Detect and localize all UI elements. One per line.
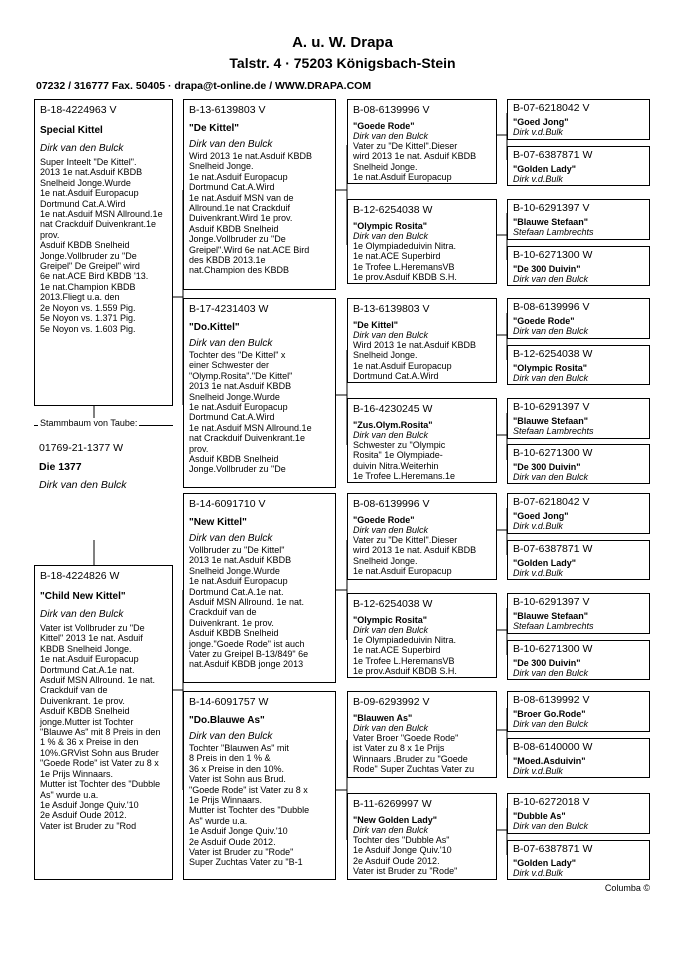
subject-ring-number: 01769-21-1377 W <box>39 442 124 454</box>
pigeon-description: 1e Olympiadeduivin Nitra. 1e nat.ACE Superbird 1e Trofee L.HeremansVB 1e prov.Asduif KBDB S.H. <box>353 635 457 677</box>
pigeon-name: "Goed Jong" <box>513 117 569 127</box>
breeder-title: A. u. W. Drapa <box>292 34 393 51</box>
pigeon-breeder: Dirk van den Bulck <box>353 525 429 535</box>
gen4-card <box>507 640 650 680</box>
pigeon-description: Vater Broer "Goede Rode" ist Vater zu 8 x 1e Prijs Winnaars .Bruder zu "Goede Rode" Super Zuchtas Vater zu <box>353 733 475 775</box>
pigeon-description: Schwester zu "Olympic Rosita" 1e Olympiade- duivin Nitra.Weiterhin 1e Trofee L.Heremans.1e <box>353 440 456 482</box>
pigeon-description: Vater zu "De Kittel".Dieser wird 2013 1e nat. Asduif KBDB Snelheid Jonge. 1e nat.Asduif Europacup <box>353 141 477 183</box>
pigeon-breeder: Dirk van den Bulck <box>513 821 589 831</box>
pigeon-breeder: Dirk van den Bulck <box>353 330 429 340</box>
great-grandparent-card <box>347 298 497 383</box>
sire-description: Super Inteelt "De Kittel". 2013 1e nat.Asduif KBDB Snelheid Jonge.Wurde 1e nat.Asduif Europacup Dortmund Cat.A.Wird 1e nat.Asduif MSN Allround.1e nat Crackduif Duivenkrant.1e prov. Asduif KBDB Snelheid Jonge.Vollbruder zu "De Greipel" De Greipel" wird 6e nat.ACE Bird KBDB '13. 1e nat.Champion KBDB 2013.Fliegt u.a. den 2e Noyon vs. 1.559 Pig. 5e Noyon vs. 1.371 Pig. 5e Noyon vs. 1.603 Pig. <box>40 157 163 334</box>
pigeon-ring-number: B-12-6254038 W <box>353 204 433 216</box>
great-grandparent-card <box>347 593 497 678</box>
pigeon-ring-number: B-10-6272018 V <box>513 796 590 808</box>
pigeon-name: "Blauwe Stefaan" <box>513 217 589 227</box>
pigeon-name: "Blauwen As" <box>353 713 413 723</box>
pigeon-description: Tochter "Blauwen As" mit 8 Preis in den 1 % & 36 x Preise in den 10%. Vater ist Sohn aus Brud. "Goede Rode" ist Vater zu 8 x 1e Prijs Winnaars. Mutter ist Tochter des "Dubble As" wurde u.a. 1e Asduif Jonge Quiv.'10 2e Asduif Oude 2012. Vater ist Bruder zu "Rode" Super Zuchtas Vater zu "B-1 <box>189 743 310 868</box>
pigeon-breeder: Dirk van den Bulck <box>189 139 273 150</box>
great-grandparent-card <box>347 199 497 284</box>
pigeon-name: "De 300 Duivin" <box>513 658 581 668</box>
pigeon-breeder: Dirk van den Bulck <box>189 338 273 349</box>
pigeon-ring-number: B-07-6218042 V <box>513 496 590 508</box>
pigeon-ring-number: B-12-6254038 W <box>513 348 593 360</box>
pigeon-breeder: Dirk v.d.Bulk <box>513 568 563 578</box>
sire-ring-number: B-18-4224963 V <box>40 104 117 116</box>
gen4-card <box>507 146 650 186</box>
pigeon-name: "Olympic Rosita" <box>513 363 588 373</box>
great-grandparent-card <box>347 99 497 184</box>
pigeon-name: "Goede Rode" <box>513 316 575 326</box>
pigeon-ring-number: B-10-6291397 V <box>513 202 590 214</box>
dam-name: "Child New Kittel" <box>40 591 126 602</box>
gen4-card <box>507 199 650 240</box>
pigeon-name: "Blauwe Stefaan" <box>513 611 589 621</box>
great-grandparent-card <box>347 691 497 778</box>
gen4-card <box>507 840 650 880</box>
sire-breeder: Dirk van den Bulck <box>40 143 124 154</box>
dam-breeder: Dirk van den Bulck <box>40 609 124 620</box>
pigeon-name: "Dubble As" <box>513 811 566 821</box>
pigeon-ring-number: B-07-6218042 V <box>513 102 590 114</box>
pigeon-ring-number: B-09-6293992 V <box>353 696 430 708</box>
great-grandparent-card <box>347 793 497 880</box>
pigeon-breeder: Dirk van den Bulck <box>353 231 429 241</box>
subject-name: Die 1377 <box>39 461 82 473</box>
gen4-card <box>507 345 650 385</box>
pigeon-name: "Do.Blauwe As" <box>189 715 265 726</box>
grandparent-card <box>183 99 336 290</box>
dam-ring-number: B-18-4224826 W <box>40 570 120 582</box>
pigeon-ring-number: B-10-6271300 W <box>513 643 593 655</box>
pigeon-name: "De 300 Duivin" <box>513 264 581 274</box>
pigeon-name: "Moed.Asduivin" <box>513 756 586 766</box>
gen4-card <box>507 691 650 732</box>
gen4-card <box>507 493 650 534</box>
pigeon-breeder: Stefaan Lambrechts <box>513 621 594 631</box>
pigeon-name: "Broer Go.Rode" <box>513 709 586 719</box>
pigeon-ring-number: B-10-6291397 V <box>513 596 590 608</box>
pigeon-ring-number: B-07-6387871 W <box>513 149 593 161</box>
gen4-card <box>507 738 650 778</box>
gen4-card <box>507 793 650 834</box>
pigeon-name: "New Golden Lady" <box>353 815 438 825</box>
pigeon-breeder: Dirk van den Bulck <box>353 723 429 733</box>
gen4-card <box>507 99 650 140</box>
great-grandparent-card <box>347 493 497 580</box>
software-credit: Columba © <box>604 883 650 893</box>
pigeon-breeder: Stefaan Lambrechts <box>513 227 594 237</box>
pigeon-description: Vater zu "De Kittel".Dieser wird 2013 1e nat. Asduif KBDB Snelheid Jonge. 1e nat.Asduif Europacup <box>353 535 477 577</box>
pigeon-breeder: Dirk van den Bulck <box>513 668 589 678</box>
pigeon-ring-number: B-07-6387871 W <box>513 843 593 855</box>
pigeon-name: "Goed Jong" <box>513 511 569 521</box>
pigeon-breeder: Dirk van den Bulck <box>513 719 589 729</box>
pigeon-breeder: Dirk van den Bulck <box>513 274 589 284</box>
pigeon-breeder: Stefaan Lambrechts <box>513 426 594 436</box>
pigeon-breeder: Dirk van den Bulck <box>353 625 429 635</box>
subject-label-text: Stammbaum von Taube: <box>40 418 138 428</box>
pigeon-breeder: Dirk van den Bulck <box>353 131 429 141</box>
gen4-card <box>507 540 650 580</box>
sire-name: Special Kittel <box>40 125 103 136</box>
pigeon-ring-number: B-13-6139803 V <box>353 303 430 315</box>
pigeon-breeder: Dirk van den Bulck <box>353 825 429 835</box>
pigeon-name: "De 300 Duivin" <box>513 462 581 472</box>
pigeon-ring-number: B-08-6140000 W <box>513 741 593 753</box>
pigeon-breeder: Dirk v.d.Bulk <box>513 868 563 878</box>
pigeon-breeder: Dirk van den Bulck <box>513 326 589 336</box>
pigeon-breeder: Dirk v.d.Bulk <box>513 521 563 531</box>
pigeon-name: "Do.Kittel" <box>189 322 240 333</box>
great-grandparent-card <box>347 398 497 483</box>
pigeon-ring-number: B-07-6387871 W <box>513 543 593 555</box>
gen4-card <box>507 593 650 634</box>
pigeon-ring-number: B-08-6139996 V <box>353 104 430 116</box>
pigeon-breeder: Dirk van den Bulck <box>353 430 429 440</box>
dam-card <box>34 565 173 880</box>
pigeon-ring-number: B-11-6269997 W <box>353 798 432 810</box>
pigeon-breeder: Dirk v.d.Bulk <box>513 127 563 137</box>
pigeon-name: "Goede Rode" <box>353 121 415 131</box>
pigeon-breeder: Dirk van den Bulck <box>189 533 273 544</box>
pigeon-ring-number: B-10-6291397 V <box>513 401 590 413</box>
pigeon-breeder: Dirk v.d.Bulk <box>513 174 563 184</box>
pigeon-name: "Olympic Rosita" <box>353 221 428 231</box>
pigeon-name: "Goede Rode" <box>353 515 415 525</box>
subject-label <box>38 418 139 428</box>
pigeon-description: Tochter des "De Kittel" x einer Schwester der "Olymp.Rosita"."De Kittel" 2013 1e nat.Asduif KBDB Snelheid Jonge.Wurde 1e nat.Asduif Europacup Dortmund Cat.A.Wird 1e nat.Asduif MSN Allround.1e nat Crackduif Duivenkrant.1e prov. Asduif KBDB Snelheid Jonge.Vollbruder zu "De <box>189 350 312 475</box>
pigeon-ring-number: B-12-6254038 W <box>353 598 433 610</box>
pigeon-ring-number: B-14-6091757 W <box>189 696 269 708</box>
pigeon-ring-number: B-13-6139803 V <box>189 104 266 116</box>
pigeon-name: "Golden Lady" <box>513 164 577 174</box>
pigeon-ring-number: B-08-6139992 V <box>513 694 590 706</box>
pigeon-name: "New Kittel" <box>189 517 247 528</box>
pigeon-ring-number: B-10-6271300 W <box>513 249 593 261</box>
pigeon-breeder: Dirk van den Bulck <box>189 731 273 742</box>
gen4-card <box>507 298 650 339</box>
pigeon-description: 1e Olympiadeduivin Nitra. 1e nat.ACE Superbird 1e Trofee L.HeremansVB 1e prov.Asduif KBDB S.H. <box>353 241 457 283</box>
sire-card <box>34 99 173 406</box>
pigeon-description: Wird 2013 1e nat.Asduif KBDB Snelheid Jonge. 1e nat.Asduif Europacup Dortmund Cat.A.Wird <box>353 340 477 382</box>
pigeon-description: Wird 2013 1e nat.Asduif KBDB Snelheid Jonge. 1e nat.Asduif Europacup Dortmund Cat.A.Wird 1e nat.Asduif MSN van de Allround.1e nat Crackduif Duivenkrant.Wird 1e prov. Asduif KBDB Snelheid Jonge.Vollbruder zu "De Greipel".Wird 6e nat.ACE Bird des KBDB 2013.1e nat.Champion des KBDB <box>189 151 313 276</box>
pigeon-name: "Blauwe Stefaan" <box>513 416 589 426</box>
pigeon-description: Tochter des "Dubble As" 1e Asduif Jonge Quiv.'10 2e Asduif Oude 2012. Vater ist Bruder zu "Rode" <box>353 835 458 877</box>
pigeon-ring-number: B-14-6091710 V <box>189 498 266 510</box>
pigeon-ring-number: B-08-6139996 V <box>513 301 590 313</box>
grandparent-card <box>183 691 336 880</box>
pigeon-breeder: Dirk van den Bulck <box>513 373 589 383</box>
pigeon-breeder: Dirk v.d.Bulk <box>513 766 563 776</box>
gen4-card <box>507 246 650 286</box>
pigeon-name: "Golden Lady" <box>513 558 577 568</box>
gen4-card <box>507 398 650 439</box>
pigeon-ring-number: B-10-6271300 W <box>513 447 593 459</box>
grandparent-card <box>183 298 336 488</box>
pigeon-name: "Golden Lady" <box>513 858 577 868</box>
pigeon-ring-number: B-16-4230245 W <box>353 403 433 415</box>
breeder-contact: 07232 / 316777 Fax. 50405 · drapa@t-online.de / WWW.DRAPA.COM <box>36 80 372 92</box>
breeder-address: Talstr. 4 · 75203 Königsbach-Stein <box>229 55 456 71</box>
pigeon-breeder: Dirk van den Bulck <box>513 472 589 482</box>
pigeon-name: "Olympic Rosita" <box>353 615 428 625</box>
pigeon-name: "De Kittel" <box>353 320 399 330</box>
pigeon-ring-number: B-17-4231403 W <box>189 303 269 315</box>
pigeon-name: "Zus.Olym.Rosita" <box>353 420 433 430</box>
subject-breeder: Dirk van den Bulck <box>39 479 127 491</box>
gen4-card <box>507 444 650 484</box>
pigeon-ring-number: B-08-6139996 V <box>353 498 430 510</box>
pigeon-name: "De Kittel" <box>189 123 240 134</box>
grandparent-card <box>183 493 336 683</box>
pigeon-description: Vollbruder zu "De Kittel" 2013 1e nat.Asduif KBDB Snelheid Jonge.Wurde 1e nat.Asduif Europacup Dortmund Cat.A.1e nat. Asduif MSN Allround. 1e nat. Crackduif van de Duivenkrant. 1e prov. Asduif KBDB Snelheid jonge."Goede Rode" ist auch Vater zu Greipel B-13/849" 6e nat.Asduif KBDB jonge 2013 <box>189 545 309 670</box>
dam-description: Vater ist Vollbruder zu "De Kittel" 2013 1e nat. Asduif KBDB Snelheid Jonge. 1e nat.Asduif Europacup Dortmund Cat.A.1e nat. Asduif MSN Allround. 1e nat. Crackduif van de Duivenkrant. 1e prov. Asduif KBDB Snelheid jonge.Mutter ist Tochter "Blauwe As" mit 8 Preis in den 1 % & 36 x Preise in den 10%.GRVist Sohn aus Bruder "Goede Rode" ist Vater zu 8 x 1e Prijs Winnaars. Mutter ist Tochter des "Dubble As" wurde u.a. 1e Asduif Jonge Quiv.'10 2e Asduif Oude 2012. Vater ist Bruder zu "Rod <box>40 623 161 831</box>
